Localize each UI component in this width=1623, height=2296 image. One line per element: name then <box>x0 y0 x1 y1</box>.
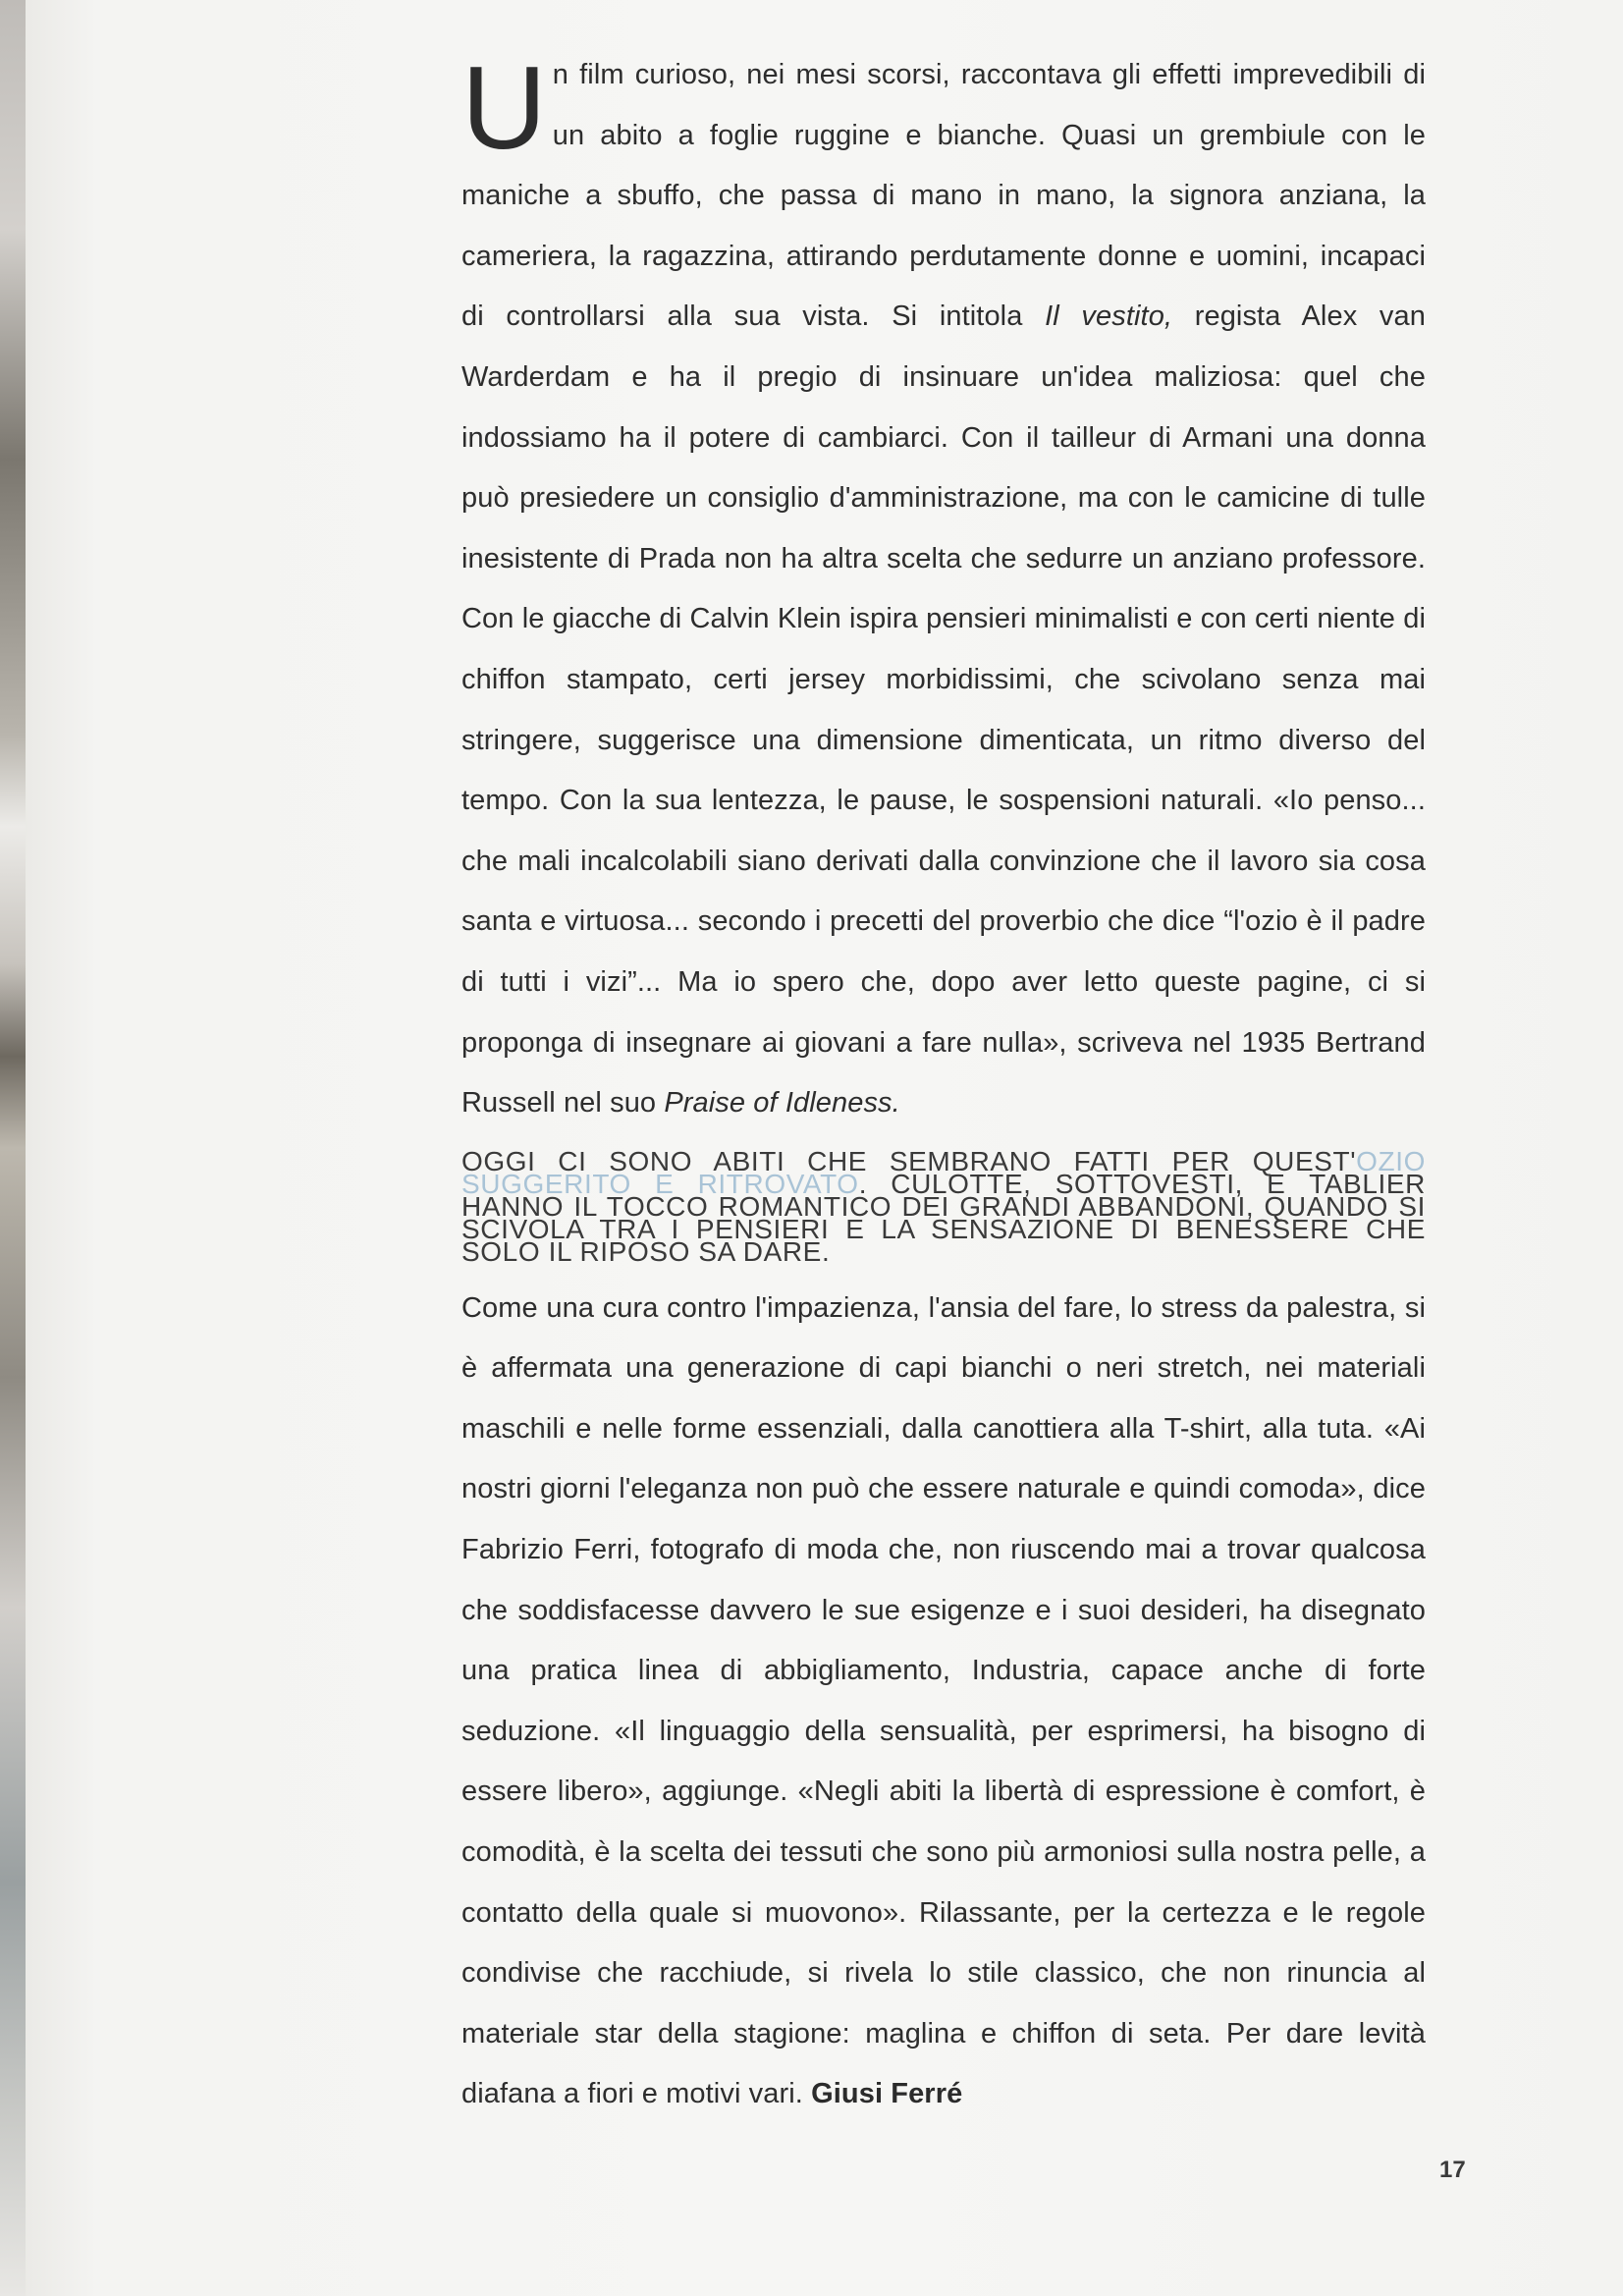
pull-quote-start: OGGI CI SONO ABITI CHE SEMBRANO FATTI PER QUEST' <box>461 1145 1357 1176</box>
paragraph-1-text-middle: regista Alex van Warderdam e ha il pregio di insinuare un'idea maliziosa: quel che indossiamo ha il potere di cambiarci. Con il tailleur di Armani una donna può presiedere un consiglio d'amministrazione, ma con le camicine di tulle inesistente di Prada non ha altra scelta che sedurre un anziano professore. Con le giacche di Calvin Klein ispira pensieri minimalisti e con certi niente di chiffon stampato, certi jersey morbidissimi, che scivolano senza mai stringere, suggerisce una dimensione dimenticata, un ritmo diverso del tempo. Con la sua lentezza, le pause, le sospensioni naturali. «Io penso... che mali incalcolabili siano derivati dalla convinzione che il lavoro sia cosa santa e virtuosa... secondo i precetti del proverbio che dice “l'ozio è il padre di tutti i vizi”... Ma io spero che, dopo aver letto queste pagine, ci si proponga di insegnare ai giovani a fare nulla», scriveva nel 1935 Bertrand Russell nel suo <box>461 301 1426 1120</box>
film-title: Il vestito, <box>1045 301 1173 333</box>
article-paragraph-1 <box>461 42 1426 1134</box>
pull-quote-accent: OZIO SUGGERITO E RITROVATO <box>461 1145 1426 1199</box>
book-title: Praise of Idleness. <box>664 1087 900 1120</box>
adjacent-page-edge <box>0 0 26 2296</box>
paragraph-1-text-start: n film curioso, nei mesi scorsi, raccontava gli effetti imprevedibili di un abito a foglie ruggine e bianche. Quasi un grembiule con le maniche a sbuffo, che passa di mano in mano, la signora anziana, la cameriera, la ragazzina, attirando perdutamente donne e uomini, incapaci di controllarsi alla sua vista. Si intitola <box>461 59 1426 333</box>
drop-cap: U <box>461 42 547 174</box>
article-paragraph-2 <box>461 1279 1426 2125</box>
page-number: 17 <box>1439 2157 1466 2183</box>
paragraph-2-text: Come una cura contro l'impazienza, l'ansia del fare, lo stress da palestra, si è affermata una generazione di capi bianchi o neri stretch, nei materiali maschili e nelle forme essenziali, dalla canottiera alla T-shirt, alla tuta. «Ai nostri giorni l'eleganza non può che essere naturale e quindi comoda», dice Fabrizio Ferri, fotografo di moda che, non riuscendo mai a trovar qualcosa che soddisfacesse davvero le sue esigenze e i suoi desideri, ha disegnato una pratica linea di abbigliamento, Industria, capace anche di forte seduzione. «Il linguaggio della sensualità, per esprimersi, ha bisogno di essere libero», aggiunge. «Negli abiti la libertà di espressione è comfort, è comodità, è la scelta dei tessuti che sono più armoniosi sulla nostra pelle, a contatto della quale si muovono». Rilassante, per la certezza e le regole condivise che racchiude, si rivela lo stile classico, che non rinuncia al materiale star della stagione: maglina e chiffon di seta. Per dare levità diafana a fiori e motivi vari. <box>461 1291 1426 2110</box>
pull-quote <box>461 1145 1426 1267</box>
pull-quote-end: . CULOTTE, SOTTOVESTI, E TABLIER HANNO IL TOCCO ROMANTICO DEI GRANDI ABBANDONI, QUANDO SI SCIVOLA TRA I PENSIERI E LA SENSAZIONE DI BENESSERE CHE SOLO IL RIPOSO SA DARE. <box>461 1168 1426 1267</box>
article-body <box>461 42 1426 2125</box>
author-signature: Giusi Ferré <box>811 2078 963 2110</box>
